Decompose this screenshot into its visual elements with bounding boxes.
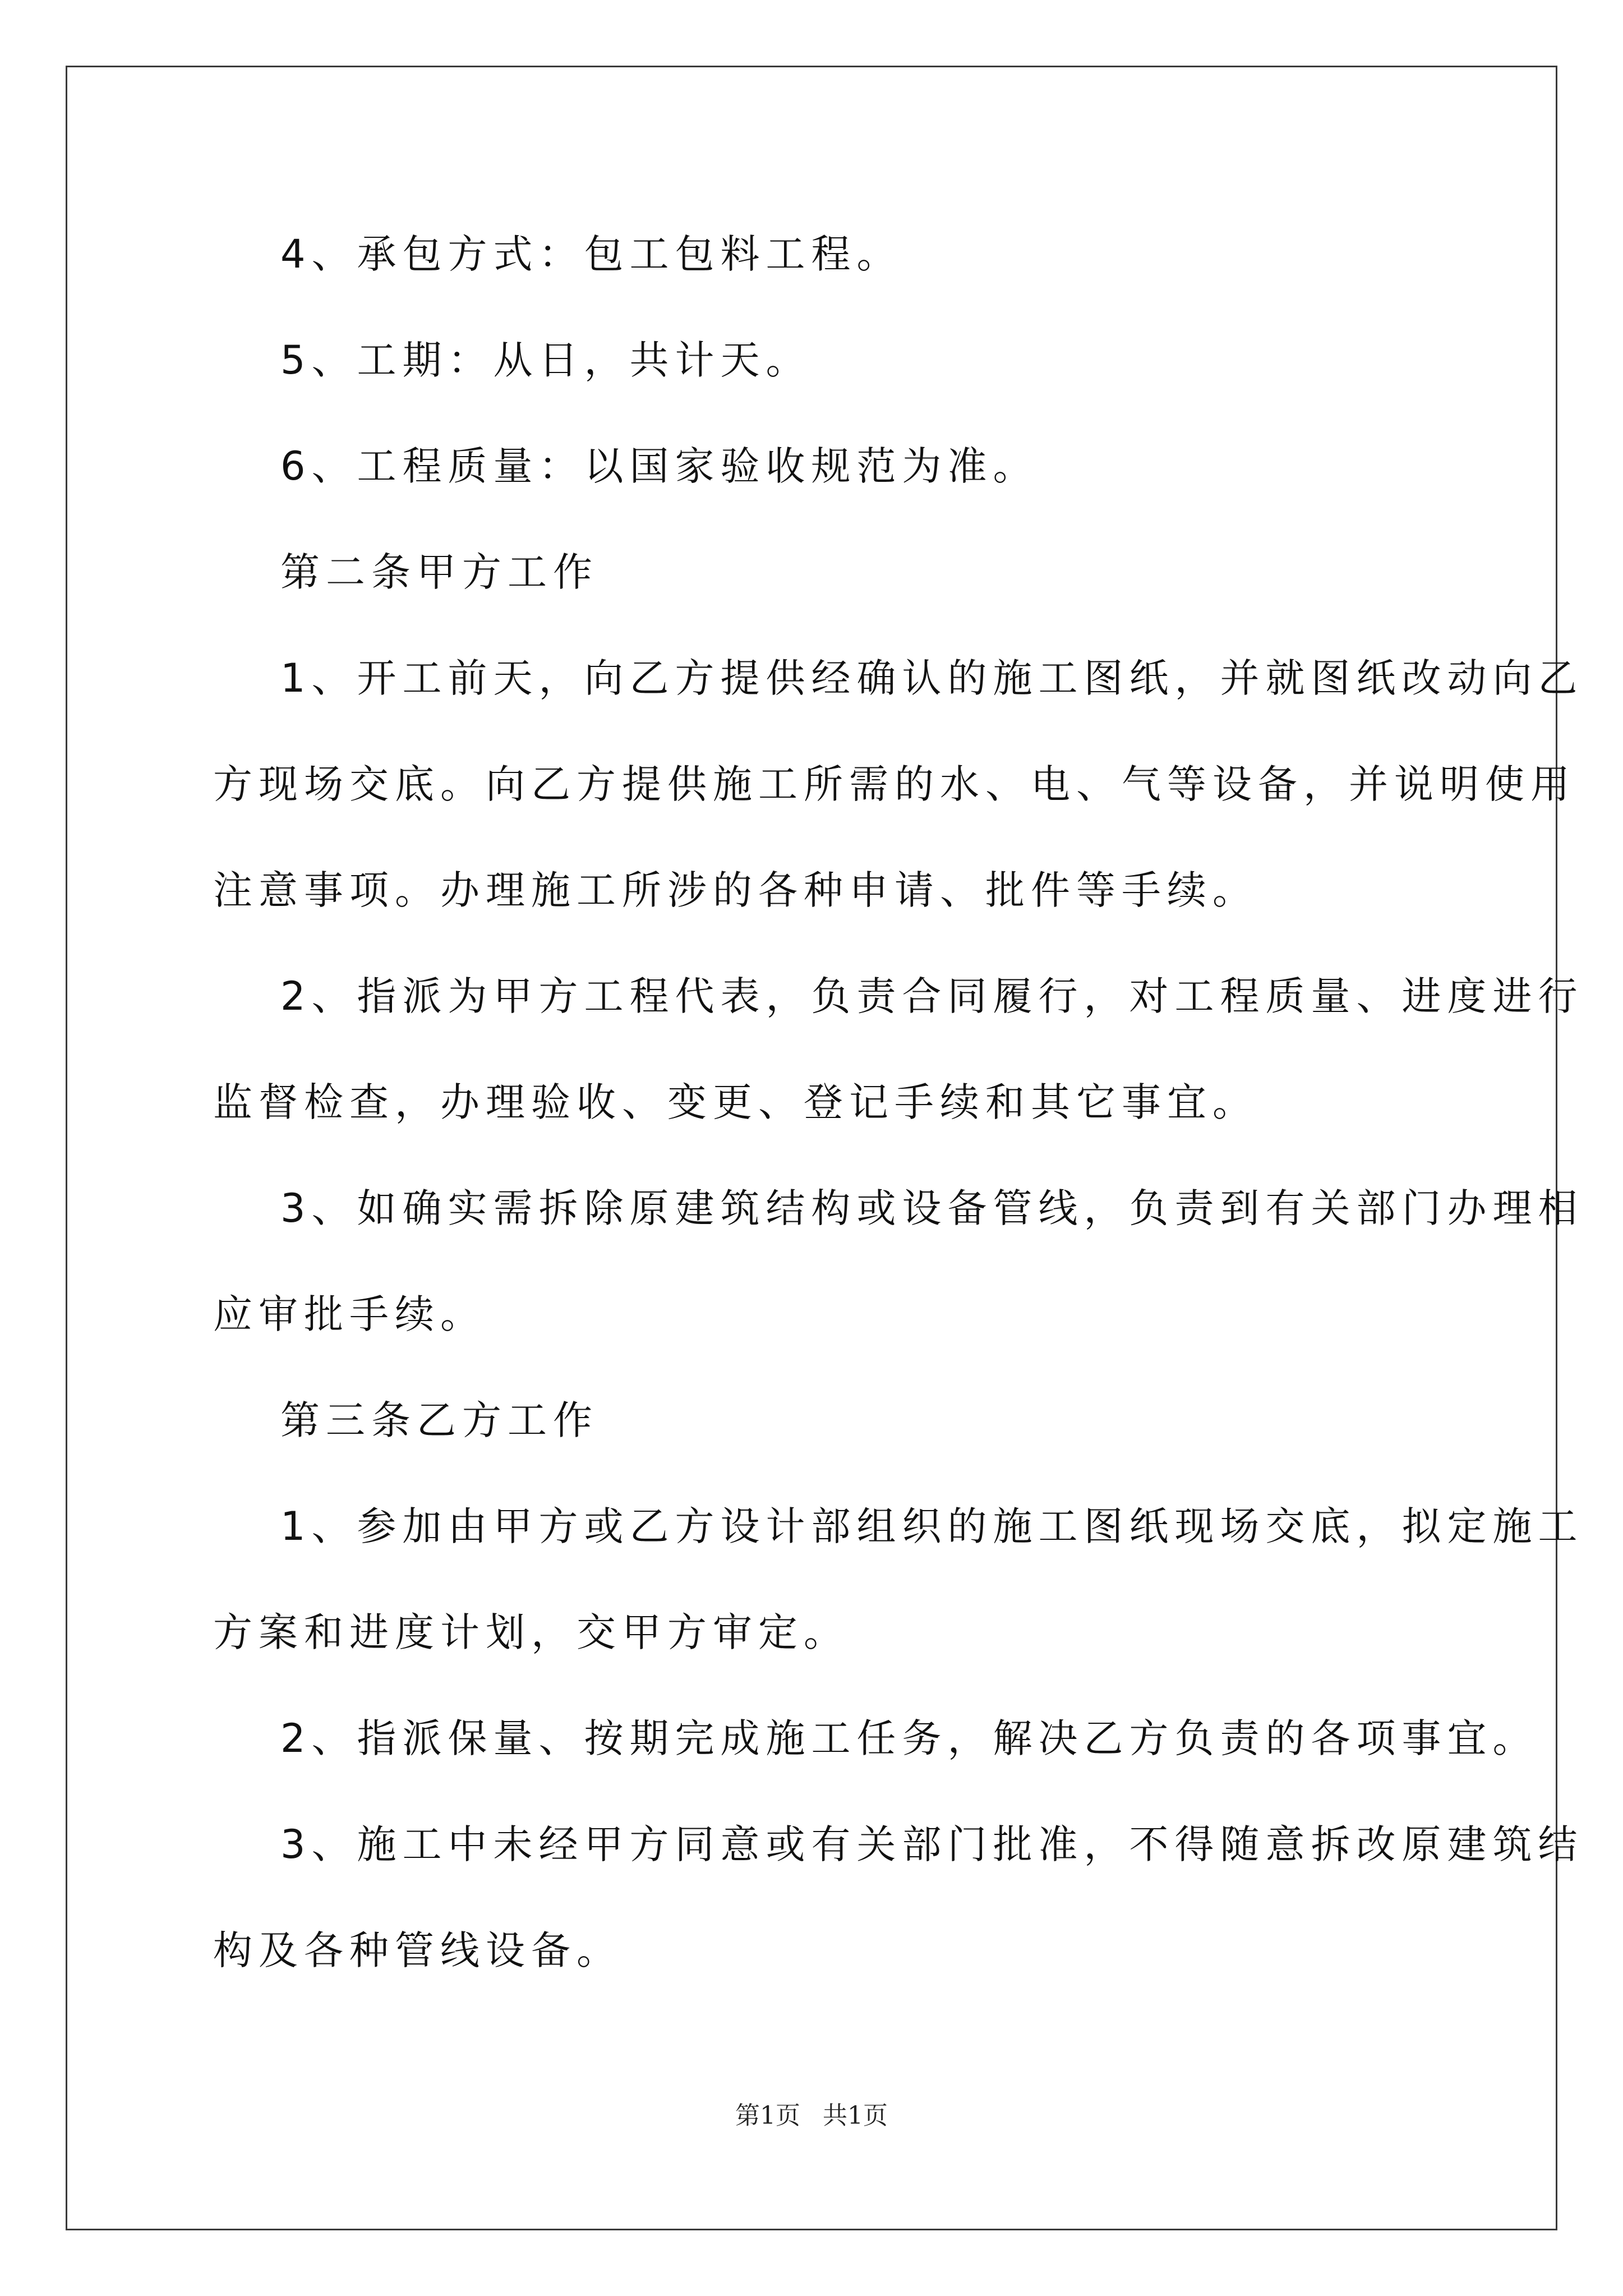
paragraph-line: 1、参加由甲方或乙方设计部组织的施工图纸现场交底，拟定施工 [280,1503,1584,1549]
paragraph-line: 构及各种管线设备。 [213,1927,622,1973]
section-heading: 第二条甲方工作 [280,549,598,595]
paragraph-line: 3、施工中未经甲方同意或有关部门批准，不得随意拆改原建筑结 [280,1821,1584,1867]
paragraph-line: 应审批手续。 [213,1291,486,1337]
page-footer [0,2099,1623,2133]
paragraph-line: 2、指派为甲方工程代表，负责合同履行，对工程质量、进度进行 [280,973,1584,1019]
paragraph-line: 方案和进度计划，交甲方审定。 [213,1609,849,1655]
paragraph-line: 2、指派保量、按期完成施工任务，解决乙方负责的各项事宜。 [280,1715,1538,1761]
paragraph-line: 方现场交底。向乙方提供施工所需的水、电、气等设备，并说明使用 [213,761,1576,807]
paragraph-line: 3、如确实需拆除原建筑结构或设备管线，负责到有关部门办理相 [280,1185,1584,1231]
paragraph-line: 监督检查，办理验收、变更、登记手续和其它事宜。 [213,1079,1258,1125]
page-number: 第1页 [735,2101,800,2130]
section-heading: 第三条乙方工作 [280,1397,598,1443]
paragraph-line: 6、工程质量：以国家验收规范为准。 [280,443,1039,489]
page-border [66,66,1557,2230]
paragraph-line: 4、承包方式：包工包料工程。 [280,231,902,277]
paragraph-line: 注意事项。办理施工所涉的各种申请、批件等手续。 [213,867,1258,913]
paragraph-line: 1、开工前天，向乙方提供经确认的施工图纸，并就图纸改动向乙 [280,655,1584,701]
paragraph-line: 5、工期：从日，共计天。 [280,337,811,383]
page-total: 共1页 [823,2101,888,2130]
